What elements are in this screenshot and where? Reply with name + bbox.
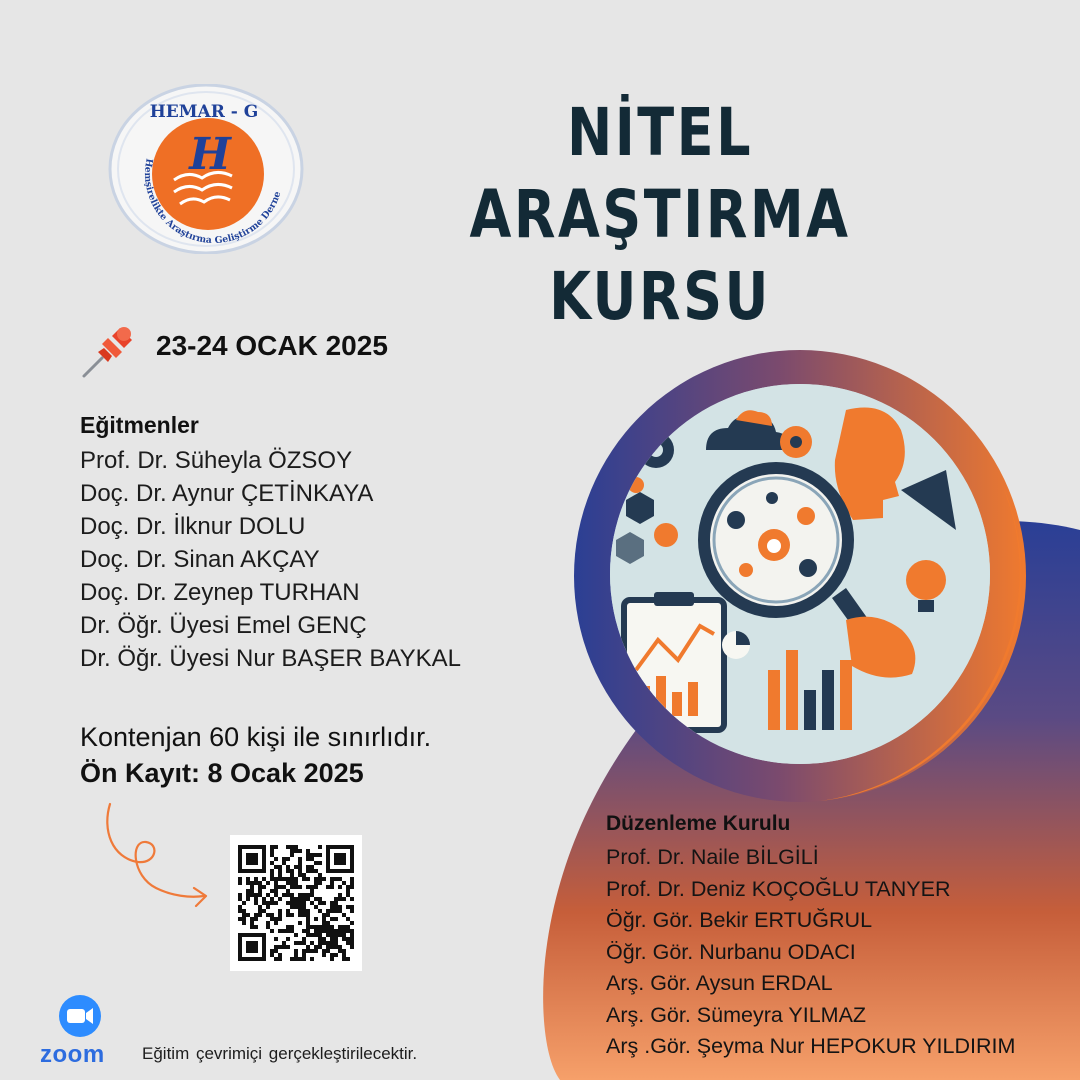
instructor-item: Prof. Dr. Süheyla ÖZSOY xyxy=(80,447,353,474)
committee-member: Arş. Gör. Aysun ERDAL xyxy=(606,971,833,995)
zoom-camera-icon xyxy=(58,994,102,1038)
instructor-item: Dr. Öğr. Üyesi Nur BAŞER BAYKAL xyxy=(80,645,462,672)
committee-member: Öğr. Gör. Nurbanu ODACI xyxy=(606,939,856,964)
svg-text:Hemşirelikte Araştırma Gelişti: Hemşirelikte Araştırma Geliştirme Derne xyxy=(141,157,284,247)
pushpin-icon xyxy=(78,322,138,382)
committee-list xyxy=(606,842,1015,1063)
committee-member: Öğr. Gör. Bekir ERTUĞRUL xyxy=(606,908,873,932)
curly-arrow-icon xyxy=(98,800,218,915)
committee-member: Prof. Dr. Deniz KOÇOĞLU TANYER xyxy=(606,876,951,901)
committee-member: Prof. Dr. Naile BİLGİLİ xyxy=(606,845,819,869)
pre-registration-date: Ön Kayıt: 8 Ocak 2025 xyxy=(80,758,364,788)
instructor-item: Doç. Dr. Aynur ÇETİNKAYA xyxy=(80,480,374,507)
svg-text:H: H xyxy=(189,129,231,180)
course-title xyxy=(389,92,930,338)
committee-heading: Düzenleme Kurulu xyxy=(606,812,791,835)
committee-member: Arş. Gör. Sümeyra YILMAZ xyxy=(606,1002,867,1027)
instructor-item: Dr. Öğr. Üyesi Emel GENÇ xyxy=(80,612,367,639)
title-line-2: KURSU xyxy=(549,258,771,335)
instructor-item: Doç. Dr. Zeynep TURHAN xyxy=(80,579,360,606)
qr-code[interactable] xyxy=(230,835,362,971)
title-line-1: NİTEL ARAŞTIRMA xyxy=(469,94,851,253)
instructor-item: Doç. Dr. İlknur DOLU xyxy=(80,513,306,540)
instructor-item: Doç. Dr. Sinan AKÇAY xyxy=(80,546,320,573)
instructors-list xyxy=(80,444,461,675)
committee-member: Arş .Gör. Şeyma Nur HEPOKUR YILDIRIM xyxy=(606,1034,1016,1058)
quota-text: Kontenjan 60 kişi ile sınırlıdır. xyxy=(80,722,432,752)
qr-code-icon xyxy=(238,845,354,961)
zoom-logo-text: zoom xyxy=(40,1041,105,1068)
course-date: 23-24 OCAK 2025 xyxy=(156,330,388,361)
hemar-g-logo xyxy=(108,84,304,254)
svg-text:HEMAR - G: HEMAR - G xyxy=(149,102,259,122)
online-note: Eğitim çevrimiçi gerçekleştirilecektir. xyxy=(142,1044,418,1063)
research-illustration xyxy=(596,370,1004,778)
instructors-heading: Eğitmenler xyxy=(80,412,199,438)
